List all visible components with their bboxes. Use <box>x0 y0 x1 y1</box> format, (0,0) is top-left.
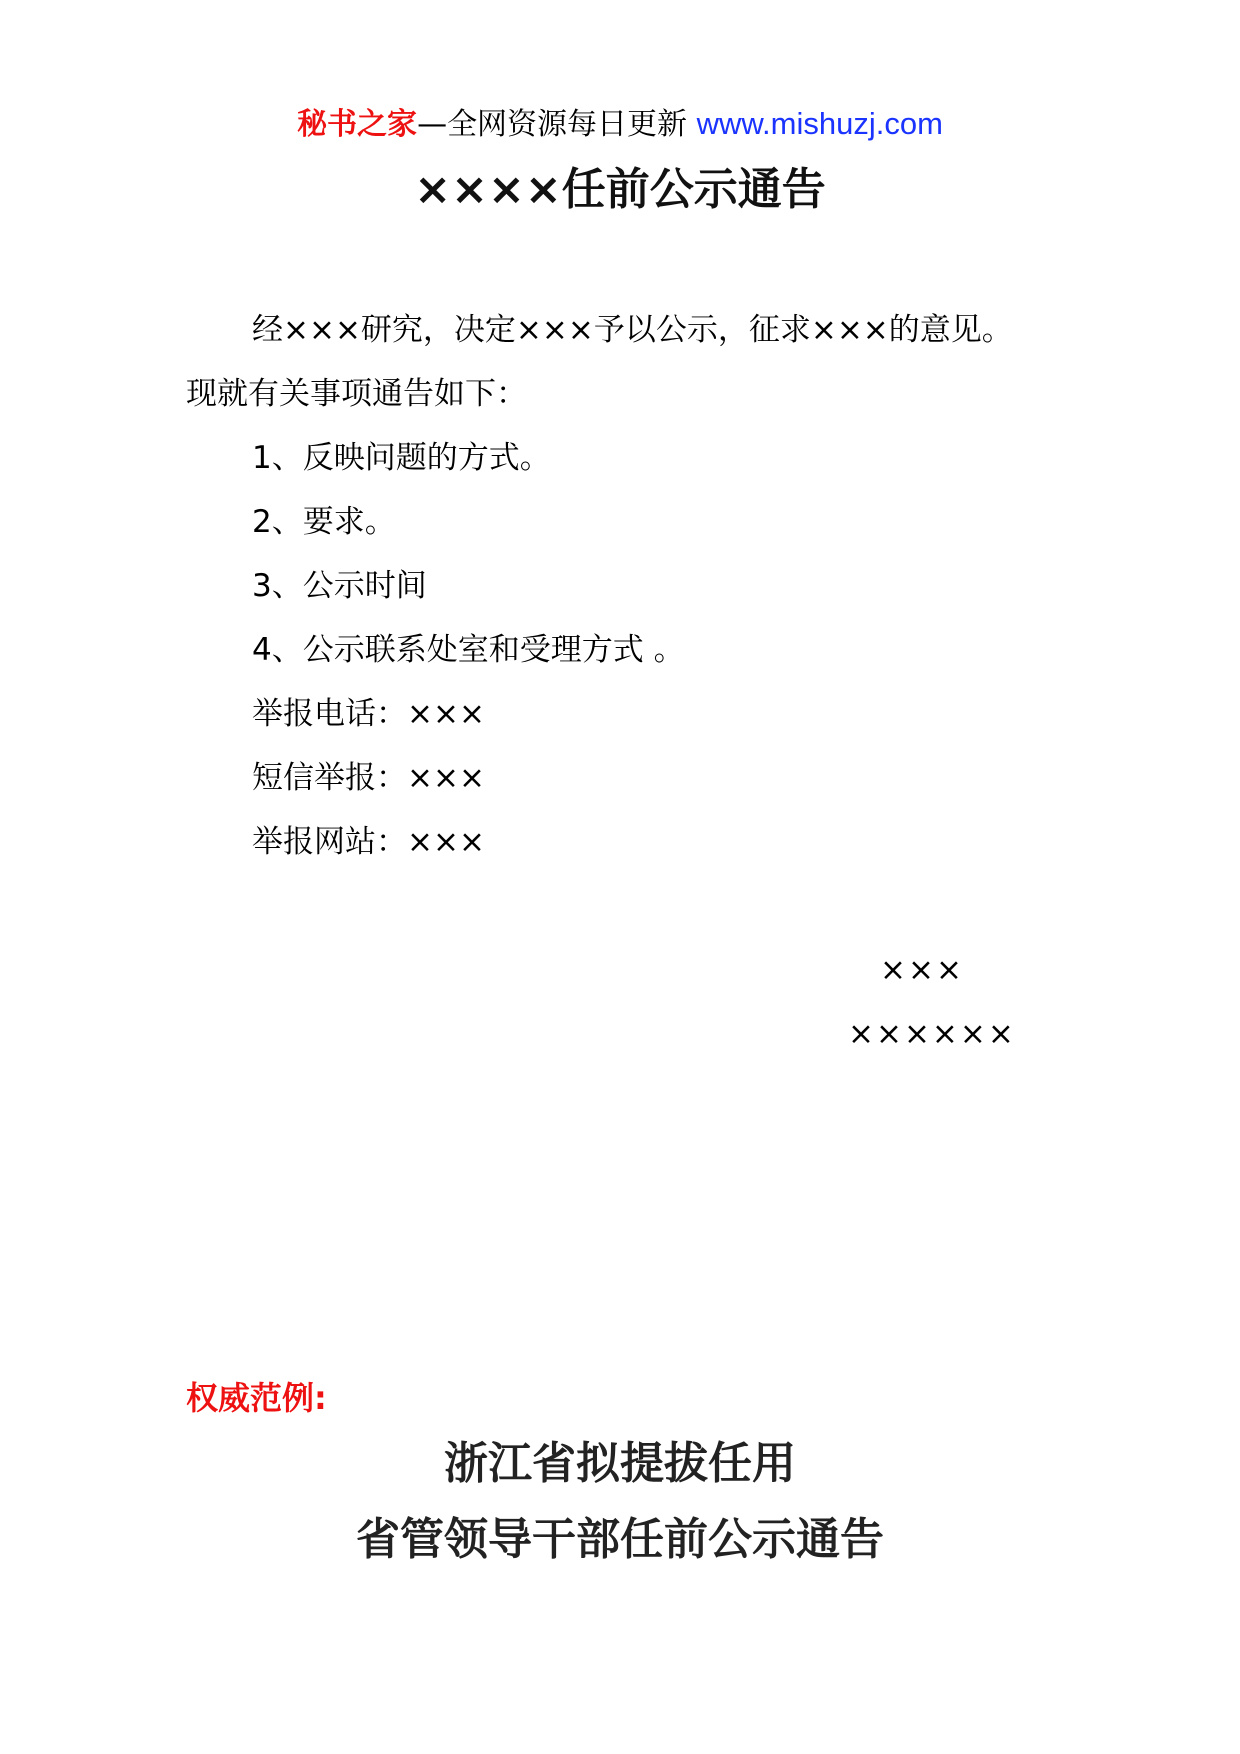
contact-website: 举报网站：××× <box>252 824 485 860</box>
header-tagline: —全网资源每日更新 <box>417 107 697 142</box>
intro-paragraph-line-1: 经×××研究，决定×××予以公示，征求×××的意见。 <box>252 312 1013 348</box>
list-item: 1、反映问题的方式。 <box>252 440 551 476</box>
example-section-label: 权威范例: <box>186 1379 327 1417</box>
contact-sms: 短信举报：××× <box>252 760 485 796</box>
site-url-link[interactable]: www.mishuzj.com <box>696 106 943 141</box>
brand-name: 秘书之家 <box>297 107 418 142</box>
example-title-line-1: 浙江省拟提拔任用 <box>444 1438 796 1489</box>
contact-phone: 举报电话：××× <box>252 696 485 732</box>
intro-paragraph-line-2: 现就有关事项通告如下： <box>186 376 527 412</box>
list-item: 4、公示联系处室和受理方式 。 <box>252 632 685 668</box>
list-item: 2、要求。 <box>252 504 396 540</box>
signature-date: ×××××× <box>848 1016 1016 1052</box>
list-item: 3、公示时间 <box>252 568 427 604</box>
example-title-line-2: 省管领导干部任前公示通告 <box>356 1514 884 1565</box>
site-header <box>0 104 1240 145</box>
notice-title: ××××任前公示通告 <box>414 164 826 215</box>
signature-org: ××× <box>880 952 964 988</box>
